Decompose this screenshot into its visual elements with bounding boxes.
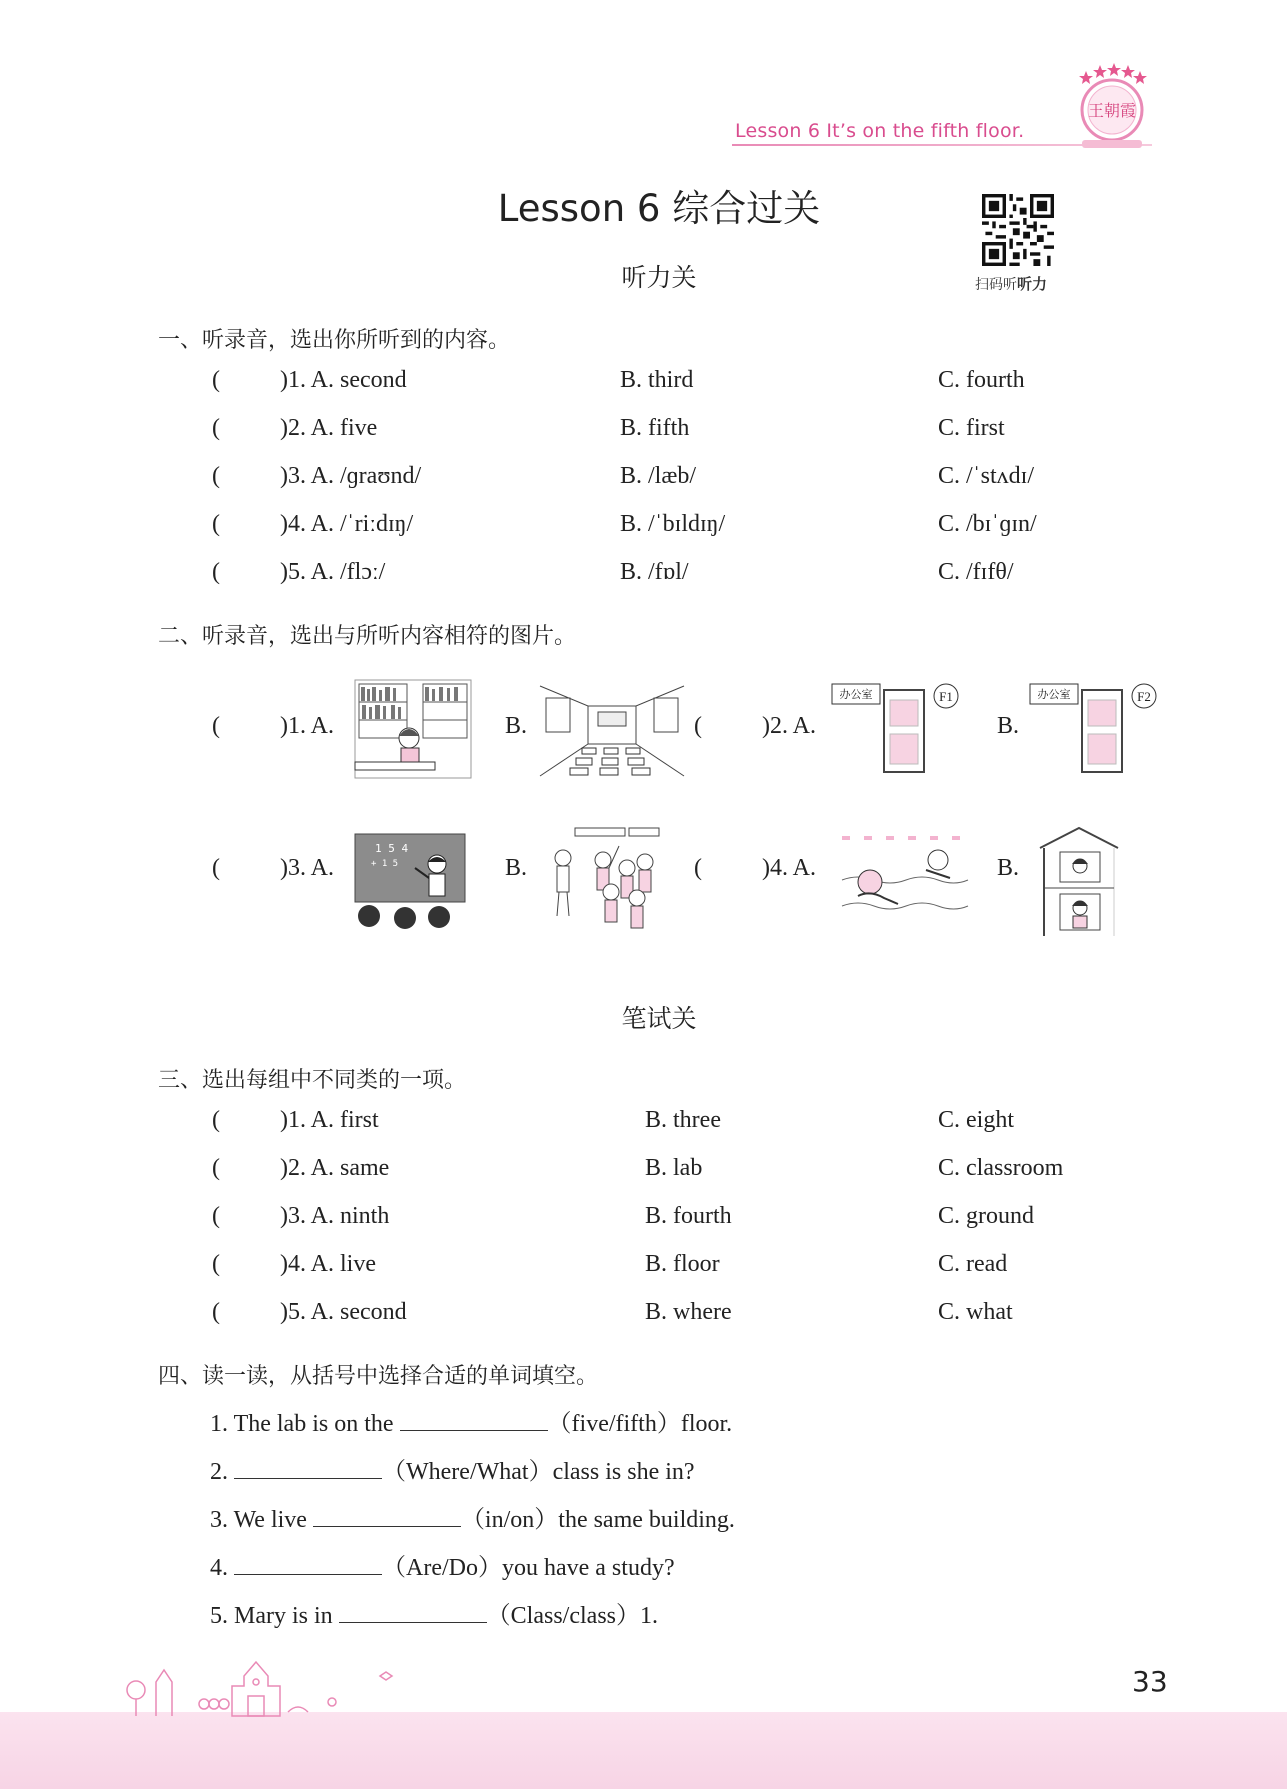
s4-sentence-3: 3. We live （in/on）the same building. bbox=[210, 1499, 735, 1534]
swimming-picture bbox=[840, 834, 970, 930]
fill-blank[interactable] bbox=[234, 1456, 382, 1479]
page-number: 33 bbox=[1132, 1665, 1168, 1698]
s1-q3-a: )3. A. /ɡraʊnd/ bbox=[280, 463, 422, 489]
s1-q2-b: B. fifth bbox=[620, 415, 690, 441]
answer-paren[interactable]: ( bbox=[212, 1299, 220, 1325]
s3-q3-b: B. fourth bbox=[645, 1203, 732, 1229]
page-title: Lesson 6 综合过关 bbox=[497, 187, 821, 230]
answer-paren[interactable]: ( bbox=[212, 1203, 220, 1229]
section2-heading: 二、听录音，选出与所听内容相符的图片。 bbox=[158, 624, 577, 649]
s3-q1-a: )1. A. first bbox=[280, 1107, 379, 1133]
s3-q4-c: C. read bbox=[938, 1251, 1008, 1277]
students-raising-hands-picture bbox=[545, 824, 665, 936]
answer-paren[interactable]: ( bbox=[212, 1251, 220, 1277]
library-picture bbox=[353, 678, 473, 783]
fill-blank[interactable] bbox=[339, 1600, 487, 1623]
section1-heading: 一、听录音，选出你所听到的内容。 bbox=[158, 328, 511, 353]
office-sign-text: 办公室 bbox=[1037, 688, 1071, 701]
s3-q2-a: )2. A. same bbox=[280, 1155, 390, 1181]
s2-q4-a: )4. A. bbox=[762, 855, 816, 881]
s2-q1-b: B. bbox=[505, 713, 528, 739]
s3-q5-a: )5. A. second bbox=[280, 1299, 407, 1325]
s1-q4-c: C. /bɪˈɡɪn/ bbox=[938, 511, 1037, 537]
s2-q2-b: B. bbox=[997, 713, 1020, 739]
s2-q4-b: B. bbox=[997, 855, 1020, 881]
office-door-f1-picture bbox=[830, 682, 965, 774]
floor-f2-label: F2 bbox=[1137, 689, 1151, 704]
s2-q1-a: )1. A. bbox=[280, 713, 334, 739]
s1-q4-a: )4. A. /ˈriːdɪŋ/ bbox=[280, 511, 414, 537]
badge-text: 王朝霞 bbox=[1087, 101, 1137, 120]
s1-q5-b: B. /fɒl/ bbox=[620, 559, 689, 585]
math-class-picture bbox=[353, 832, 468, 930]
running-title: Lesson 6 It’s on the fifth floor. bbox=[735, 120, 1025, 142]
footer-band bbox=[0, 1712, 1287, 1789]
s3-q3-c: C. ground bbox=[938, 1203, 1034, 1229]
answer-paren[interactable]: ( bbox=[212, 415, 220, 441]
answer-paren[interactable]: ( bbox=[212, 367, 220, 393]
writing-heading: 笔试关 bbox=[621, 1004, 697, 1033]
qr-code-icon bbox=[982, 194, 1054, 266]
answer-paren[interactable]: ( bbox=[212, 463, 220, 489]
s1-q1-c: C. fourth bbox=[938, 367, 1025, 393]
answer-paren[interactable]: ( bbox=[694, 713, 702, 739]
s3-q4-a: )4. A. live bbox=[280, 1251, 376, 1277]
s3-q3-a: )3. A. ninth bbox=[280, 1203, 390, 1229]
answer-paren[interactable]: ( bbox=[212, 855, 220, 881]
s1-q1-b: B. third bbox=[620, 367, 694, 393]
s2-q3-b: B. bbox=[505, 855, 528, 881]
fill-blank[interactable] bbox=[400, 1408, 548, 1431]
s1-q3-c: C. /ˈstʌdɪ/ bbox=[938, 463, 1035, 489]
s3-q5-b: B. where bbox=[645, 1299, 732, 1325]
answer-paren[interactable]: ( bbox=[694, 855, 702, 881]
s2-q3-a: )3. A. bbox=[280, 855, 334, 881]
fill-blank[interactable] bbox=[313, 1504, 461, 1527]
classroom-picture bbox=[538, 680, 686, 778]
office-sign-text: 办公室 bbox=[839, 688, 873, 701]
answer-paren[interactable]: ( bbox=[212, 559, 220, 585]
publisher-badge-icon bbox=[1072, 62, 1152, 150]
s3-q2-b: B. lab bbox=[645, 1155, 703, 1181]
s4-sentence-5: 5. Mary is in （Class/class）1. bbox=[210, 1595, 658, 1630]
s2-q2-a: )2. A. bbox=[762, 713, 816, 739]
section3-heading: 三、选出每组中不同类的一项。 bbox=[158, 1068, 467, 1093]
s3-q1-b: B. three bbox=[645, 1107, 721, 1133]
s3-q5-c: C. what bbox=[938, 1299, 1013, 1325]
section4-heading: 四、读一读，从括号中选择合适的单词填空。 bbox=[158, 1364, 599, 1389]
castle-decoration-icon bbox=[120, 1646, 400, 1718]
fill-blank[interactable] bbox=[234, 1552, 382, 1575]
qr-caption: 扫码听听力 bbox=[975, 275, 1048, 293]
blackboard-text-bottom: + 1 5 bbox=[371, 859, 399, 869]
s4-sentence-1: 1. The lab is on the （five/fifth）floor. bbox=[210, 1403, 732, 1438]
office-door-f2-picture bbox=[1028, 682, 1163, 774]
answer-paren[interactable]: ( bbox=[212, 713, 220, 739]
blackboard-text-top: 1 5 4 bbox=[375, 842, 409, 855]
s3-q4-b: B. floor bbox=[645, 1251, 720, 1277]
s3-q2-c: C. classroom bbox=[938, 1155, 1064, 1181]
listening-heading: 听力关 bbox=[621, 263, 697, 292]
s1-q2-a: )2. A. five bbox=[280, 415, 378, 441]
s4-sentence-2: 2. （Where/What）class is she in? bbox=[210, 1451, 695, 1486]
s1-q5-c: C. /fɪfθ/ bbox=[938, 559, 1014, 585]
s4-sentence-4: 4. （Are/Do）you have a study? bbox=[210, 1547, 675, 1582]
answer-paren[interactable]: ( bbox=[212, 1155, 220, 1181]
floor-f1-label: F1 bbox=[939, 689, 953, 704]
s3-q1-c: C. eight bbox=[938, 1107, 1014, 1133]
s1-q4-b: B. /ˈbɪldɪŋ/ bbox=[620, 511, 726, 537]
s1-q1-a: )1. A. second bbox=[280, 367, 407, 393]
answer-paren[interactable]: ( bbox=[212, 1107, 220, 1133]
s1-q2-c: C. first bbox=[938, 415, 1005, 441]
s1-q5-a: )5. A. /flɔː/ bbox=[280, 559, 386, 585]
s1-q3-b: B. /læb/ bbox=[620, 463, 697, 489]
answer-paren[interactable]: ( bbox=[212, 511, 220, 537]
apartment-window-picture bbox=[1036, 826, 1122, 938]
